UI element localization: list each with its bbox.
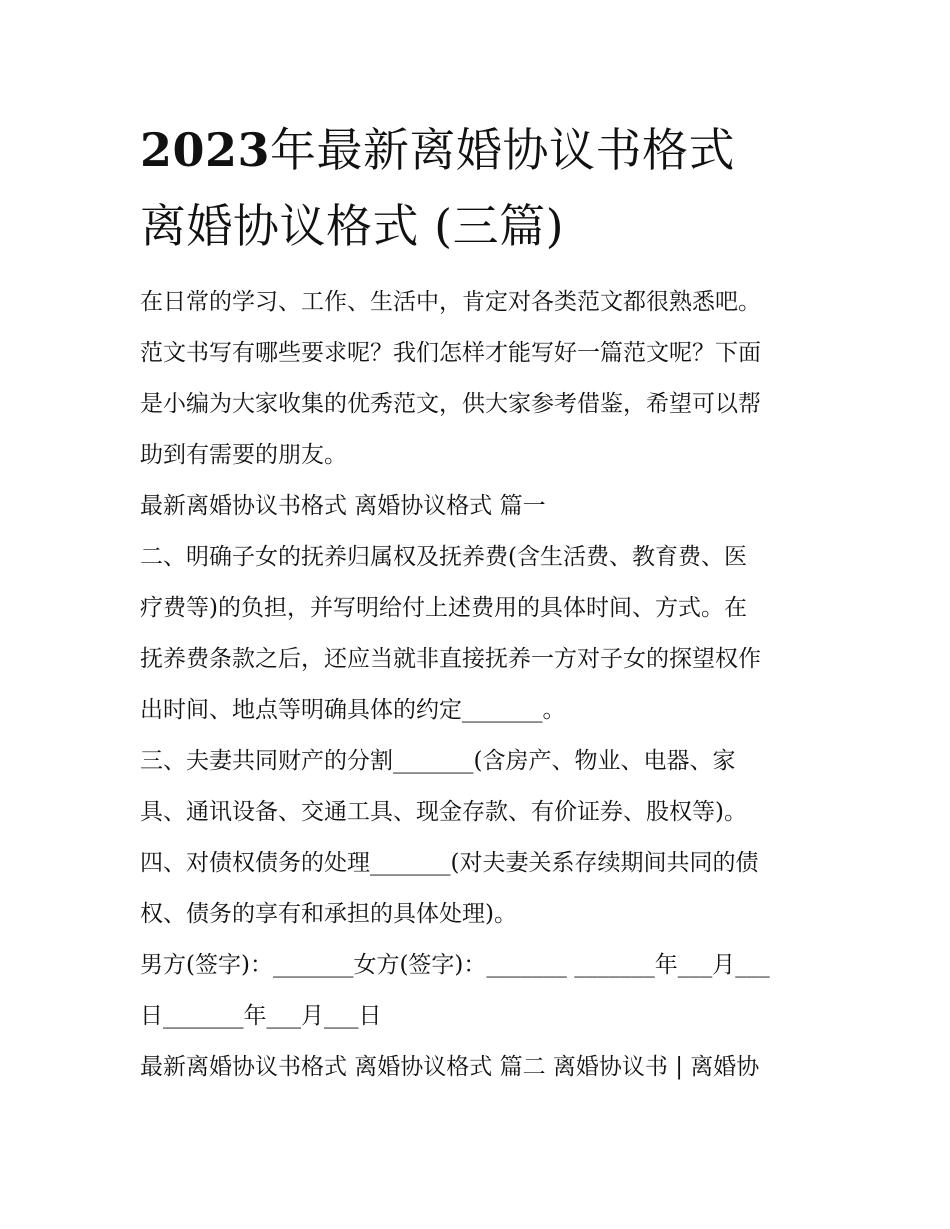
text-line: 范文书写有哪些要求呢？我们怎样才能写好一篇范文呢？下面 [140,340,761,366]
text-line: 在日常的学习、工作、生活中，肯定对各类范文都很熟悉吧。 [140,289,761,315]
text-line: 助到有需要的朋友。 [140,442,347,468]
title-line1-rest: 年最新离婚协议书格式 [270,123,736,177]
text-line: 四、对债权债务的处理_______(对夫妻关系存续期间共同的债 [140,850,759,876]
text-line: 权、债务的享有和承担的具体处理)。 [140,901,517,927]
section-heading-1: 最新离婚协议书格式 离婚协议格式 篇一 [140,493,546,519]
text-line: 二、明确子女的抚养归属权及抚养费(含生活费、教育费、医 [140,544,747,570]
text-line: 抚养费条款之后，还应当就非直接抚养一方对子女的探望权作 [140,646,761,672]
text-line: 三、夫妻共同财产的分割_______(含房产、物业、电器、家 [140,748,736,774]
document-title [140,112,840,264]
title-line2: 离婚协议格式 (三篇) [140,199,565,253]
text-line: 疗费等)的负担，并写明给付上述费用的具体时间、方式。在 [140,595,747,621]
text-line: 具、通讯设备、交通工具、现金存款、有价证券、股权等)。 [140,799,747,825]
text-line: 出时间、地点等明确具体的约定_______。 [140,697,566,723]
date-line: 日_______年___月___日 [140,1003,382,1029]
section-heading-2: 最新离婚协议书格式 离婚协议格式 篇二 离婚协议书 | 离婚协 [140,1054,760,1080]
text-line: 是小编为大家收集的优秀范文，供大家参考借鉴，希望可以帮 [140,391,761,417]
document-body [140,277,820,1093]
signature-line: 男方(签字)：_______女方(签字)：_______ _______年___月___ [140,952,770,978]
title-year: 2023 [140,123,271,177]
